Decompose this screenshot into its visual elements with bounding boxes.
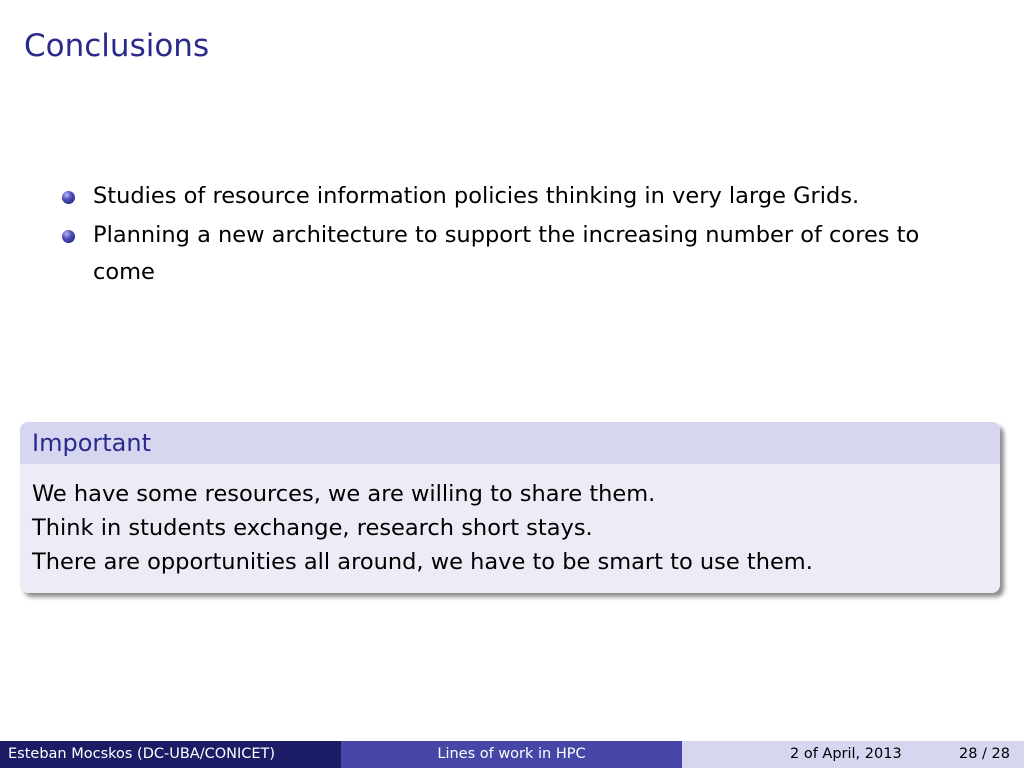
block-title: Important bbox=[20, 422, 1000, 464]
bullet-ball-icon bbox=[62, 230, 75, 243]
footline bbox=[0, 741, 1024, 768]
block-line-3: There are opportunities all around, we have to be smart to use them. bbox=[32, 549, 813, 575]
footer-author: Esteban Mocskos (DC-UBA/CONICET) bbox=[0, 741, 341, 768]
bullet-ball-icon bbox=[62, 191, 75, 204]
bullet-list bbox=[62, 178, 982, 293]
bullet-text: Planning a new architecture to support the increasing number of cores to come bbox=[93, 222, 920, 285]
block-body bbox=[20, 464, 1000, 579]
bullet-item-1 bbox=[62, 178, 982, 215]
footer-page-number: 28 / 28 bbox=[958, 746, 1010, 762]
bullet-item-2 bbox=[62, 217, 982, 291]
block-line-1: We have some resources, we are willing to share them. bbox=[32, 481, 656, 507]
bullet-text: Studies of resource information policies thinking in very large Grids. bbox=[93, 183, 860, 209]
footer-info bbox=[682, 741, 1024, 768]
footer-date: 2 of April, 2013 bbox=[790, 746, 902, 762]
footer-talk-title: Lines of work in HPC bbox=[341, 741, 682, 768]
block-line-2: Think in students exchange, research short stays. bbox=[32, 515, 593, 541]
slide-title: Conclusions bbox=[24, 28, 210, 64]
important-block bbox=[20, 422, 1000, 593]
